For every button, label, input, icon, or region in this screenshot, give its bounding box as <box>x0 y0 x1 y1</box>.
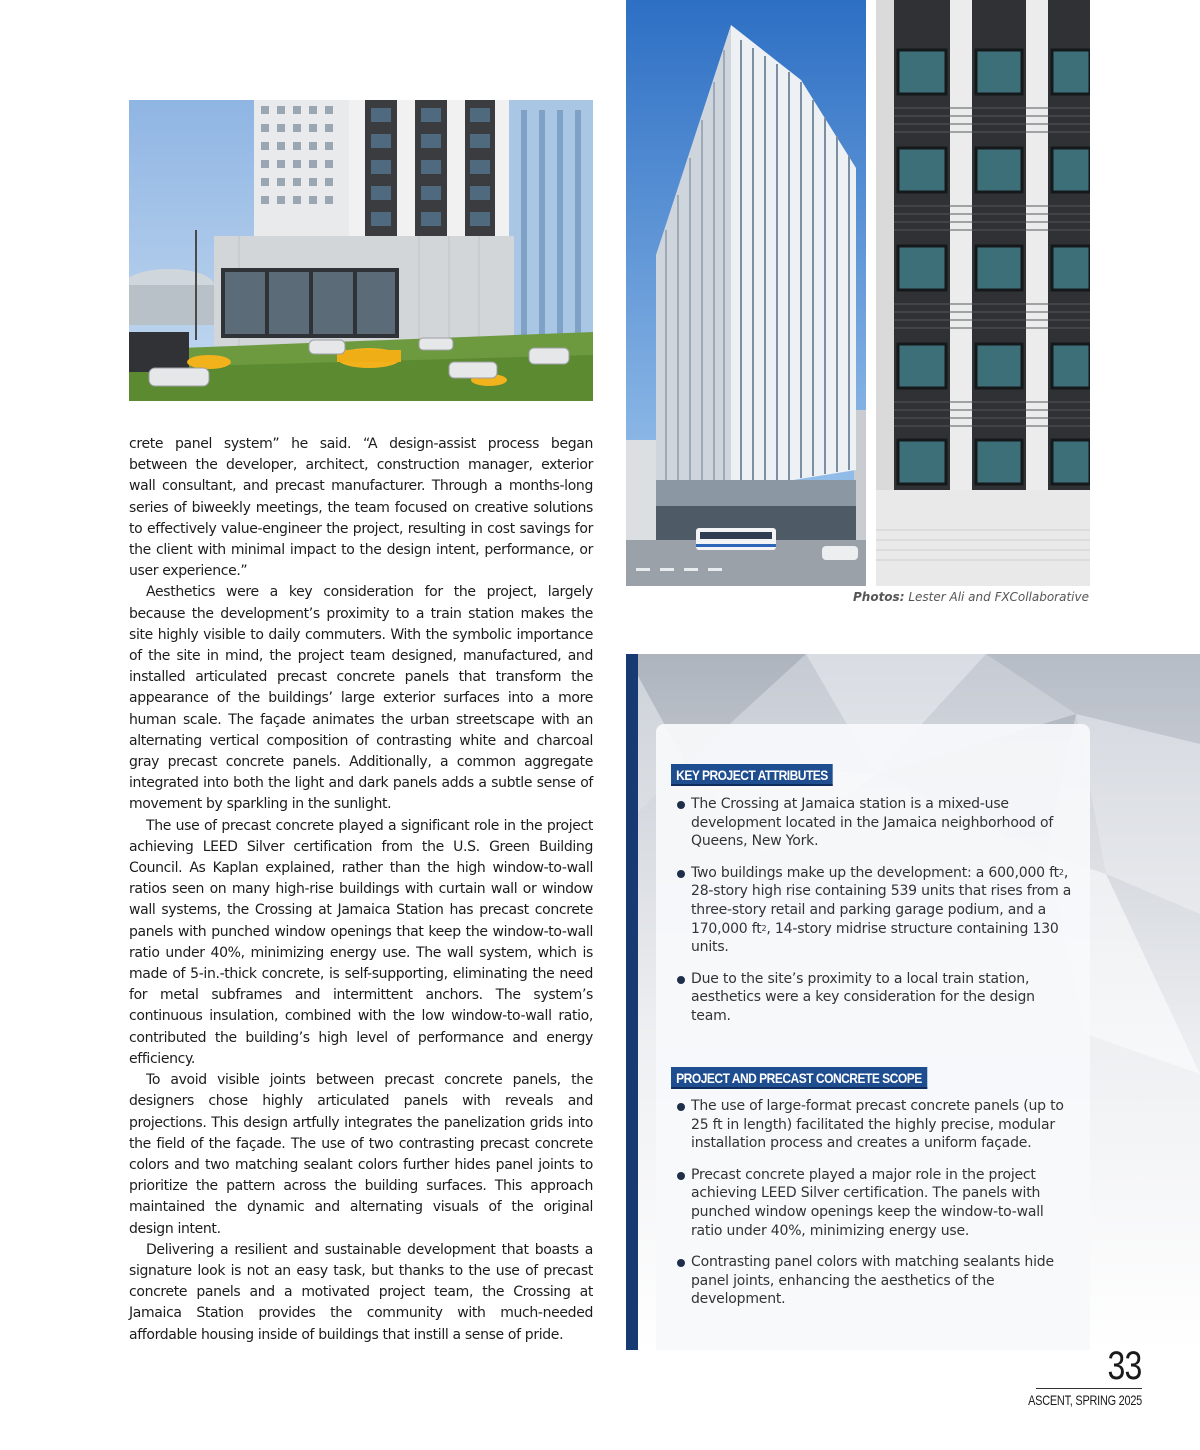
key-attribute-2-superscript-1: 2 <box>1058 867 1064 877</box>
list-item <box>676 795 1076 851</box>
folio-divider <box>1036 1388 1142 1389</box>
list-item <box>676 864 1076 958</box>
article-paragraph-5: Delivering a resilient and sustainable development that boasts a signature look is not an easy task, but thanks to the use of precast concrete panels and a motivated project team, the Crossing at Jamaica Station provides the community with much-needed affordable housing inside of buildings that instill a sense of pride. <box>129 1241 593 1343</box>
photo-credit-label: Photos: <box>852 590 905 604</box>
key-attribute-1-text: The Crossing at Jamaica station is a mixed-use development located in the Jamaica neighborhood of Queens, New York. <box>691 796 1054 850</box>
article-paragraph-1: crete panel system” he said. “A design-assist process began between the developer, architect, construction manager, exterior wall consultant, and precast manufacturer. Through a months-long series of biweekly meetings, the team focused on creative solutions to effectively value-engineer the project, resulting in cost savings for the client with minimal impact to the design intent, performance, or user experience.” <box>129 436 593 580</box>
key-attribute-2-superscript-2: 2 <box>761 923 767 933</box>
article-body <box>129 434 593 1346</box>
sidebar-accent-bar <box>626 654 638 1350</box>
page-number: 33 <box>1107 1344 1141 1388</box>
scope-2-text: Precast concrete played a major role in the project achieving LEED Silver certification. The panels with punched window openings keep the window-to-wall ratio under 40%, minimizing energy use. <box>691 1166 1044 1239</box>
publication-issue: ASCENT, SPRING 2025 <box>1028 1392 1142 1408</box>
photo-facade-detail <box>876 0 1090 586</box>
article-paragraph-2: Aesthetics were a key consideration for the project, largely because the development’s proximity to a train station makes the site highly visible to daily commuters. With the symbolic importance of the site in mind, the project team designed, manufactured, and installed articulated precast concrete panels that transform the appearance of the buildings’ large exterior surfaces into a more human scale. The façade animates the urban streetscape with an alternating vertical composition of contrasting white and charcoal gray precast concrete panels. Additionally, a common aggregate integrated into both the light and dark panels adds a subtle sense of movement by sparkling in the sunlight. <box>129 584 593 813</box>
photo-rooftop-terrace <box>129 100 593 401</box>
key-attribute-2-part-1: Two buildings make up the development: a 600,000 ft <box>691 864 1059 881</box>
list-item <box>676 970 1076 1026</box>
key-attributes-heading: KEY PROJECT ATTRIBUTES <box>671 764 833 786</box>
facade-detail-illustration <box>876 0 1090 586</box>
scope-heading: PROJECT AND PRECAST CONCRETE SCOPE <box>671 1067 927 1089</box>
photo-tower <box>626 0 866 586</box>
key-attribute-2-part-2: , 28-story high rise containing 539 units that rises from a three-story retail and parking garage podium, and a 170,000 ft <box>691 864 1072 937</box>
rooftop-terrace-illustration <box>129 100 593 401</box>
list-item <box>676 1166 1076 1241</box>
article-paragraph-4: To avoid visible joints between precast concrete panels, the designers chose highly articulated panels with reveals and projections. This design artfully integrates the panelization grids into the field of the façade. The use of two contrasting precast concrete colors and two matching sealant colors further hides panel joints to prioritize the pattern across the building surfaces. This approach maintained the dynamic and alternating visuals of the original design intent. <box>129 1072 593 1237</box>
photo-credit-names: Lester Ali and FXCollaborative <box>908 590 1089 604</box>
scope-3-text: Contrasting panel colors with matching sealants hide panel joints, enhancing the aesthetics of the development. <box>691 1253 1054 1308</box>
list-item <box>676 1253 1076 1309</box>
key-attribute-3-text: Due to the site’s proximity to a local train station, aesthetics were a key consideration for the design team. <box>691 970 1035 1025</box>
scope-1-text: The use of large-format precast concrete panels (up to 25 ft in length) facilitated the highly precise, modular installation process and creates a uniform façade. <box>691 1098 1064 1152</box>
tower-illustration <box>626 0 866 586</box>
article-paragraph-3: The use of precast concrete played a significant role in the project achieving LEED Silver certification from the U.S. Green Building Council. As Kaplan explained, rather than the high window-to-wall ratios seen on many high-rise buildings with curtain wall or window wall systems, the Crossing at Jamaica Station has precast concrete panels with punched window openings that keep the window-to-wall ratio under 40%, minimizing energy use. The wall system, which is made of 5-in.-thick concrete, is self-supporting, eliminating the need for metal subframes and intermittent anchors. The system’s continuous insulation, combined with the low window-to-wall ratio, contributed the building’s high level of performance and energy efficiency. <box>129 817 593 1067</box>
photo-credit <box>853 590 1089 604</box>
key-attributes-list <box>676 795 1076 1038</box>
key-attribute-2-part-3: , 14-story midrise structure containing 130 units. <box>691 920 1059 956</box>
list-item <box>676 1097 1076 1153</box>
scope-list <box>676 1097 1076 1322</box>
